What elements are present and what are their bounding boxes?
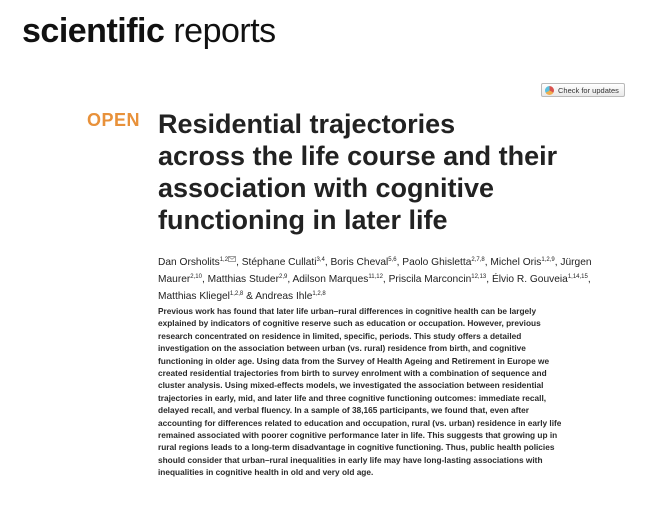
crossmark-icon bbox=[545, 86, 554, 95]
abstract-line: created residential trajectories from birth to survey enrolment with a combination of sequence and bbox=[158, 368, 547, 379]
author-separator: , bbox=[236, 257, 242, 268]
envelope-icon[interactable] bbox=[228, 256, 236, 262]
author-name[interactable]: Michel Oris bbox=[490, 257, 542, 268]
author-separator: , bbox=[484, 257, 491, 268]
author-name[interactable]: Adilson Marques bbox=[292, 274, 369, 285]
author-separator: , bbox=[287, 274, 293, 285]
abstract bbox=[158, 305, 628, 479]
author-separator: & bbox=[243, 291, 256, 302]
author-affiliation-sup: 1,2,9 bbox=[541, 257, 555, 263]
author-separator: , bbox=[587, 274, 591, 285]
check-for-updates-label: Check for updates bbox=[558, 85, 619, 95]
title-line: functioning in later life bbox=[158, 205, 448, 235]
author-name[interactable]: Élvio R. Gouveia bbox=[491, 274, 568, 285]
abstract-line: rural regions leads to a long-term disadvantage in cognitive functioning. Thus, public health policies bbox=[158, 442, 555, 453]
author-separator: , bbox=[486, 274, 492, 285]
author-name[interactable]: Dan Orsholits bbox=[158, 257, 220, 268]
author-name[interactable]: Boris Cheval bbox=[330, 257, 389, 268]
author-affiliation-sup: 11,12 bbox=[368, 274, 383, 280]
abstract-line: inequalities in cognitive health in old and very old age. bbox=[158, 467, 374, 478]
author-affiliation-sup: 1,14,15 bbox=[567, 274, 588, 280]
journal-name-bold: scientific bbox=[22, 12, 165, 50]
abstract-line: delayed recall, and verbal fluency. In a sample of 38,165 participants, we found that, even after bbox=[158, 405, 530, 416]
open-access-label: OPEN bbox=[87, 110, 141, 130]
author-name[interactable]: Paolo Ghisletta bbox=[402, 257, 472, 268]
article-title bbox=[158, 108, 628, 236]
author-separator: , bbox=[554, 257, 561, 268]
author-name[interactable]: Andreas Ihle bbox=[255, 291, 313, 302]
author-name[interactable]: Jürgen Maurer bbox=[158, 257, 592, 285]
title-line: association with cognitive bbox=[158, 173, 495, 203]
abstract-line: remained associated with poorer cognitive performance later in life. This suggests that growing up in bbox=[158, 430, 558, 441]
check-for-updates-button[interactable] bbox=[541, 83, 625, 97]
abstract-line: trajectories in early, mid, and later life and three cognitive functioning outcomes: immediate recall, bbox=[158, 392, 547, 403]
title-line: across the life course and their bbox=[158, 141, 558, 171]
abstract-line: research concentrated on residence in limited, specific, periods. This study offers a detailed bbox=[158, 330, 522, 341]
author-name[interactable]: Matthias Studer bbox=[207, 274, 279, 285]
author-affiliation-sup: 2,7,8 bbox=[471, 257, 485, 263]
author-separator: , bbox=[382, 274, 389, 285]
author-affiliation-sup: 2,10 bbox=[190, 274, 202, 280]
author-affiliation-sup: 12,13 bbox=[471, 274, 487, 280]
author-affiliation-sup: 1,2,8 bbox=[312, 291, 326, 297]
abstract-line: Previous work has found that later life urban–rural differences in cognitive health can be largely bbox=[158, 306, 537, 316]
author-name[interactable]: Stéphane Cullati bbox=[241, 257, 317, 268]
author-affiliation-sup: 3,4 bbox=[316, 257, 325, 263]
author-name[interactable]: Matthias Kliegel bbox=[158, 291, 230, 302]
author-list bbox=[158, 253, 628, 304]
abstract-line: cluster analysis. Using mixed-effects models, we investigated the association between residential bbox=[158, 380, 544, 391]
abstract-line: should consider that urban–rural inequalities in early life may have long-lasting associations with bbox=[158, 454, 543, 465]
author-affiliation-sup: 1,2,8 bbox=[229, 291, 244, 297]
author-separator: , bbox=[201, 274, 208, 285]
abstract-line: investigation on the association between urban (vs. rural) residence from birth, and cognitive bbox=[158, 343, 526, 354]
author-separator: , bbox=[324, 257, 331, 268]
author-name[interactable]: Priscila Marconcin bbox=[388, 274, 472, 285]
journal-name-regular: reports bbox=[173, 12, 276, 50]
author-affiliation-sup: 1,2 bbox=[219, 257, 229, 263]
author-affiliation-sup: 5,6 bbox=[388, 257, 397, 263]
abstract-line: explained by indicators of cognitive reserve such as education or occupation. However, previous bbox=[158, 318, 541, 329]
author-separator: , bbox=[396, 257, 403, 268]
title-line: Residential trajectories bbox=[158, 109, 456, 139]
abstract-line: functioning in older age. Using data from the Survey of Health Ageing and Retirement in Europe we bbox=[158, 355, 550, 366]
abstract-line: accounting for differences related to education and occupation, rural (vs. urban) residence in early life bbox=[158, 417, 562, 428]
journal-logo bbox=[22, 12, 276, 51]
author-affiliation-sup: 2,9 bbox=[279, 274, 288, 280]
